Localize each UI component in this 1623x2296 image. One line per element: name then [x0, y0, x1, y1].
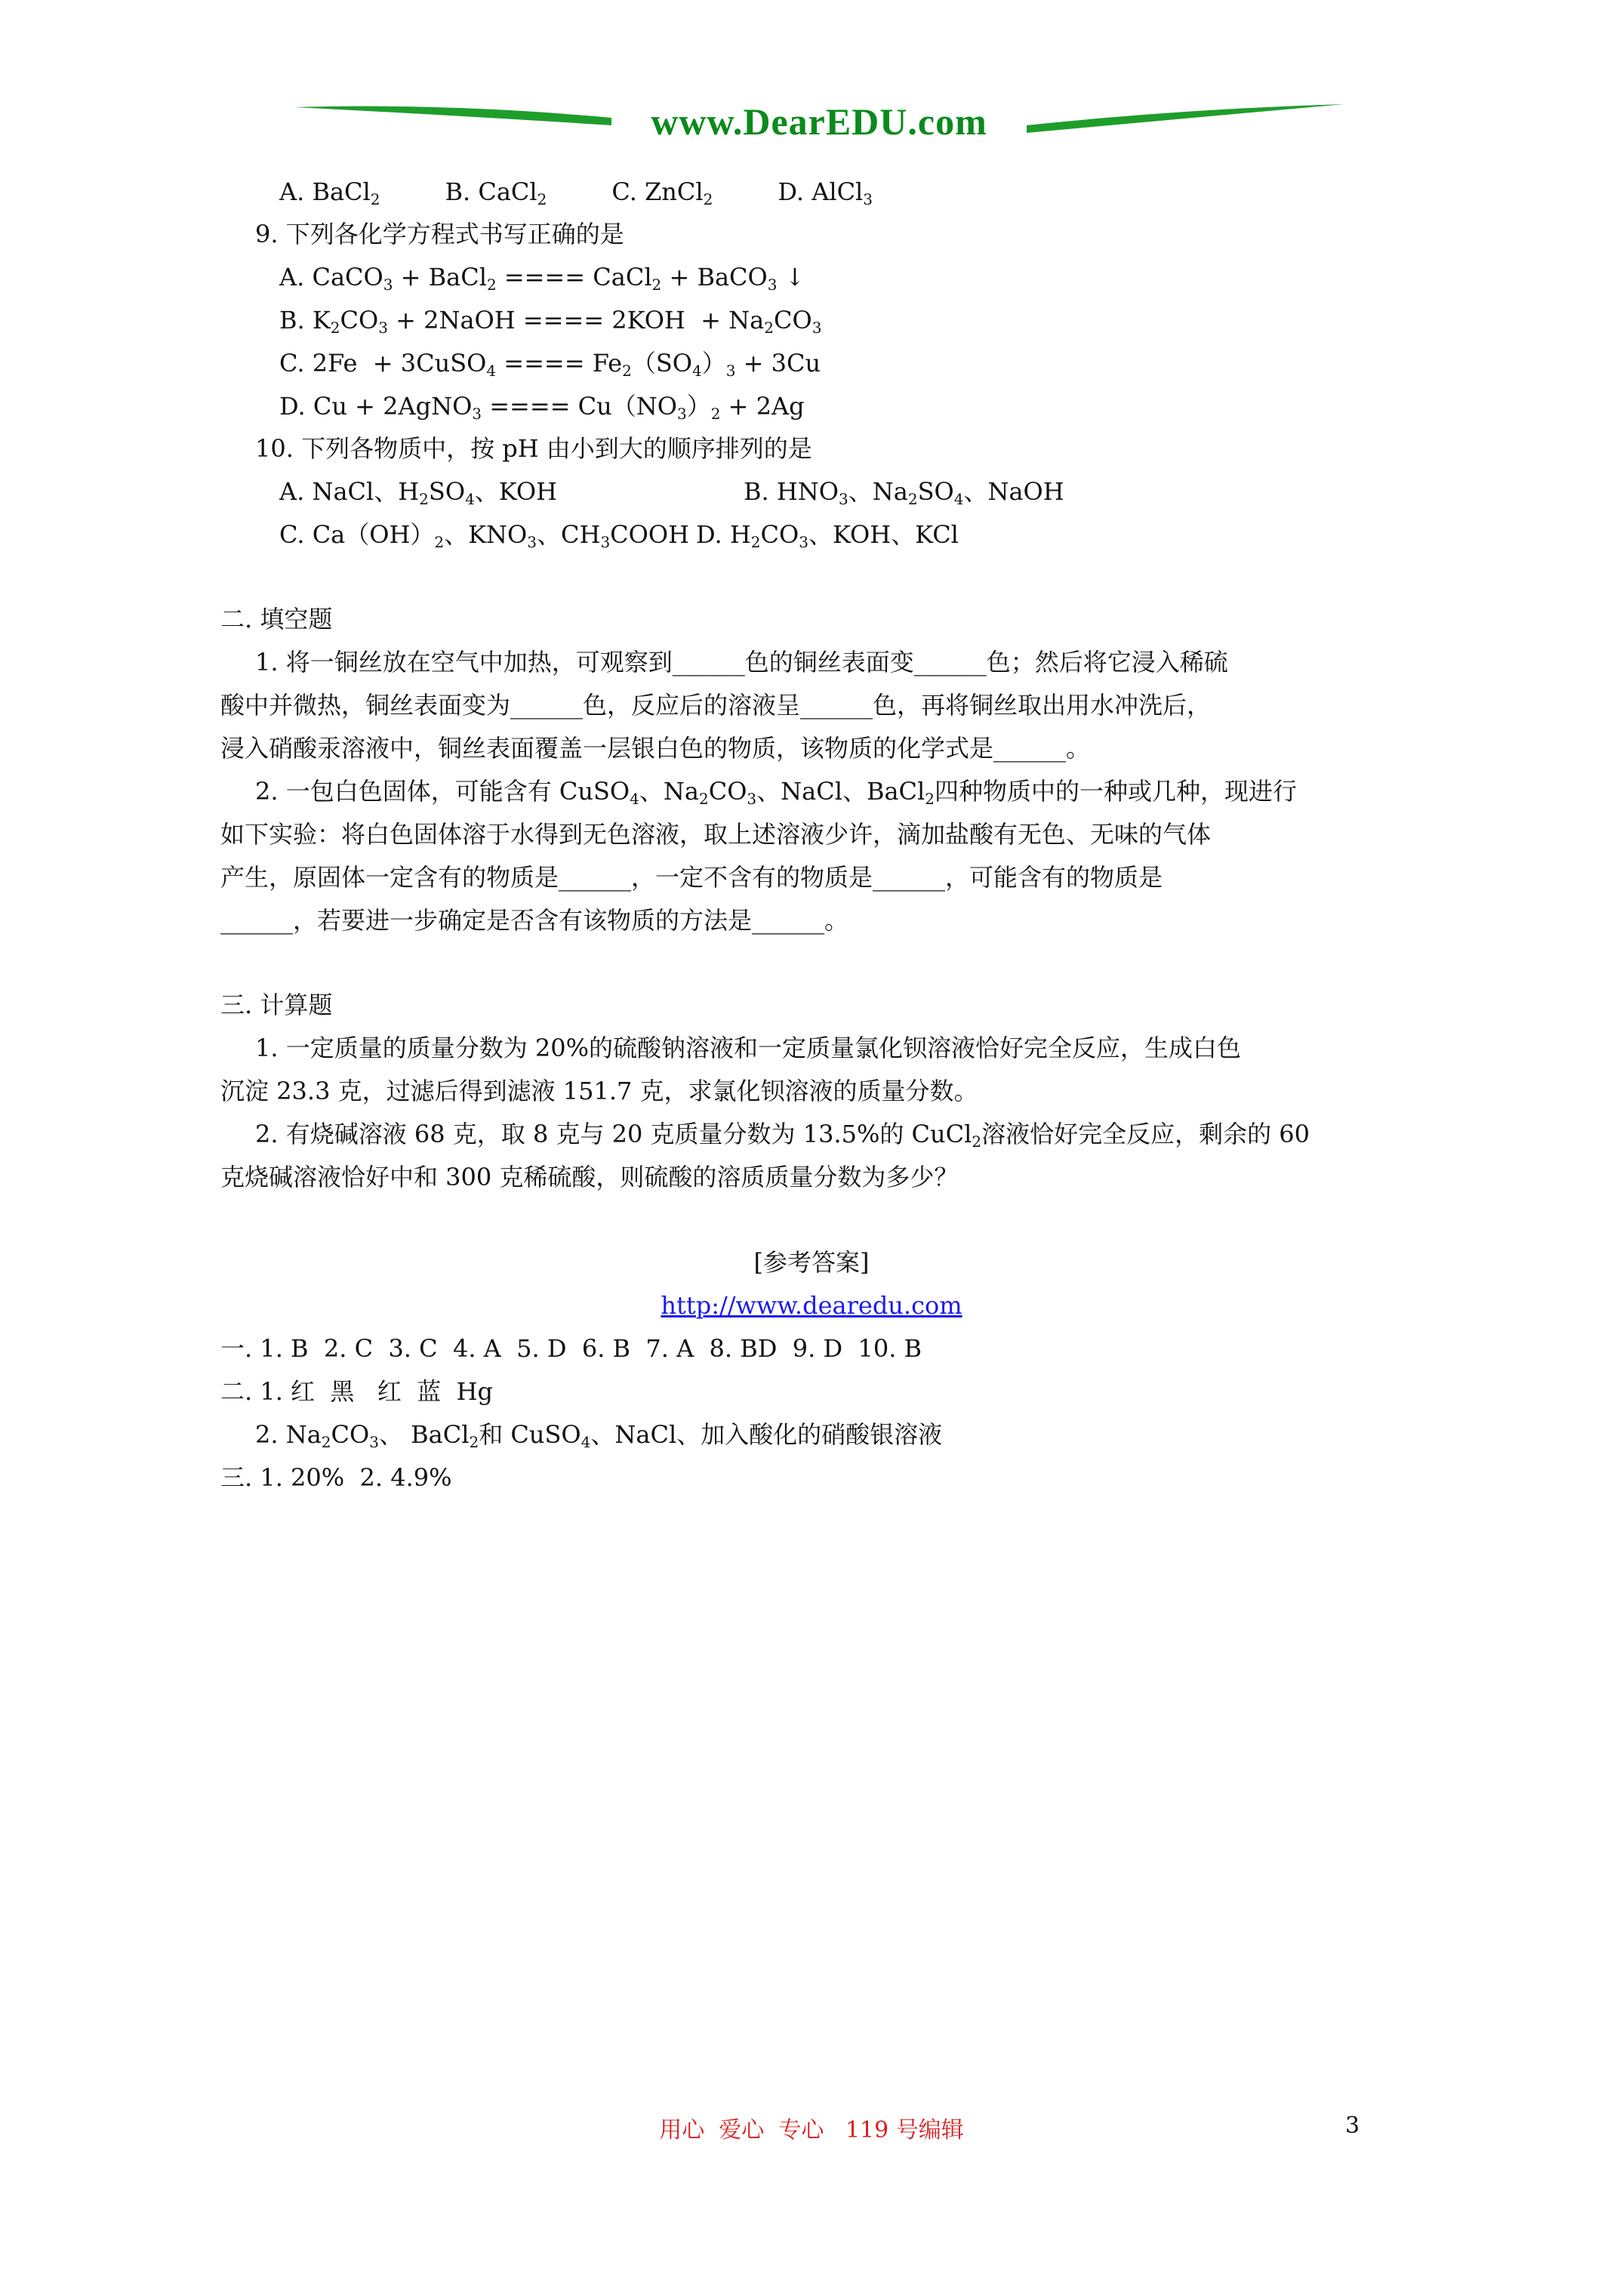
- q8-options: A. BaCl$_2$ B. CaCl$_2$ C. ZnCl$_2$ D. AlCl$_3$: [279, 177, 873, 208]
- page-number: 3: [1345, 2113, 1360, 2139]
- q10-option-b: B. $HNO_3$、$Na_2SO_4$、NaOH: [744, 477, 1064, 508]
- s2-q2-line1: 2. 一包白色固体，可能含有 CuSO$_4$、$Na_2CO_3$、NaCl、BaCl$_2$四种物质中的一种或几种，现进行: [255, 777, 1298, 808]
- answers-link-row: [0, 1289, 1623, 1322]
- q10-option-c: C. $Ca(OH)_2$、$KNO_3$、$CH_3COOH$: [279, 520, 690, 551]
- s3-q2-line1: 2. 有烧碱溶液 68 克，取 8 克与 20 克质量分数为 13.5%的 CuCl$_2$溶液恰好完全反应，剩余的 60: [255, 1120, 1310, 1151]
- q10-option-a: A. NaCl、$H_2SO_4$、KOH: [279, 477, 557, 508]
- answers-part2-line2: 2. $Na_2CO_3$、 BaCl$_2$和 CuSO$_4$、NaCl、加入酸化的硝酸银溶液: [255, 1420, 943, 1451]
- s2-q2-line3: 产生，原固体一定含有的物质是______，一定不含有的物质是______，可能含有的物质是: [220, 863, 1163, 892]
- answers-part3: 三. 1. 20% 2. 4.9%: [220, 1463, 452, 1492]
- section2-title: 二. 填空题: [220, 605, 333, 633]
- q10-option-d: D. $H_2CO_3$、KOH、KCl: [696, 520, 959, 551]
- s2-q1-line3: 浸入硝酸汞溶液中，铜丝表面覆盖一层银白色的物质，该物质的化学式是______。: [220, 734, 1091, 763]
- q9-stem: 9. 下列各化学方程式书写正确的是: [255, 220, 624, 248]
- section3-title: 三. 计算题: [220, 991, 333, 1019]
- answers-part1: 一. 1. B 2. C 3. C 4. A 5. D 6. B 7. A 8. BD 9. D 10. B: [220, 1334, 922, 1363]
- s2-q1-line2: 酸中并微热，铜丝表面变为______色，反应后的溶液呈______色，再将铜丝取出用水冲洗后，: [220, 691, 1212, 720]
- s3-q1-line2: 沉淀 23.3 克，过滤后得到滤液 151.7 克，求氯化钡溶液的质量分数。: [220, 1077, 978, 1105]
- q9-option-d: D. Cu + 2AgNO$_3$ ==== $Cu(NO_3)_2 + 2Ag$: [279, 392, 805, 423]
- site-logo-text: www.DearEDU.com: [651, 100, 987, 143]
- s2-q1-line1: 1. 将一铜丝放在空气中加热，可观察到______色的铜丝表面变______色；然后将它浸入稀硫: [255, 648, 1228, 676]
- s2-q2-line2: 如下实验：将白色固体溶于水得到无色溶液，取上述溶液少许，滴加盐酸有无色、无味的气体: [220, 820, 1212, 849]
- header-banner: [294, 92, 1344, 168]
- answers-part2: 二. 1. 红 黑 红 蓝 Hg: [220, 1377, 493, 1406]
- footer-text: 用心 爱心 专心 119 号编辑: [659, 2117, 964, 2143]
- s3-q2-line2: 克烧碱溶液恰好中和 300 克稀硫酸，则硫酸的溶质质量分数为多少？: [220, 1163, 959, 1191]
- s3-q1-line1: 1. 一定质量的质量分数为 20%的硫酸钠溶液和一定质量氯化钡溶液恰好完全反应，生成白色: [255, 1034, 1242, 1062]
- dearedu-link[interactable]: http://www.dearedu.com: [661, 1291, 962, 1320]
- answers-title: [参考答案]: [753, 1248, 870, 1277]
- q9-option-c: C. 2Fe + 3CuSO$_4$ ==== $Fe_2(SO_4)_3 + 3Cu$: [279, 349, 821, 380]
- s2-q2-line4: ______，若要进一步确定是否含有该物质的方法是______。: [220, 906, 849, 935]
- q9-option-a: A. CaCO$_3$ + BaCl$_2$ ==== CaCl$_2$ + BaCO$_3$ ↓: [279, 263, 805, 294]
- q9-option-b: B. $K_2CO_3$ + 2NaOH ==== $2KOH + Na_2CO_3$: [279, 306, 822, 337]
- q10-stem: 10. 下列各物质中，按 pH 由小到大的顺序排列的是: [255, 434, 812, 463]
